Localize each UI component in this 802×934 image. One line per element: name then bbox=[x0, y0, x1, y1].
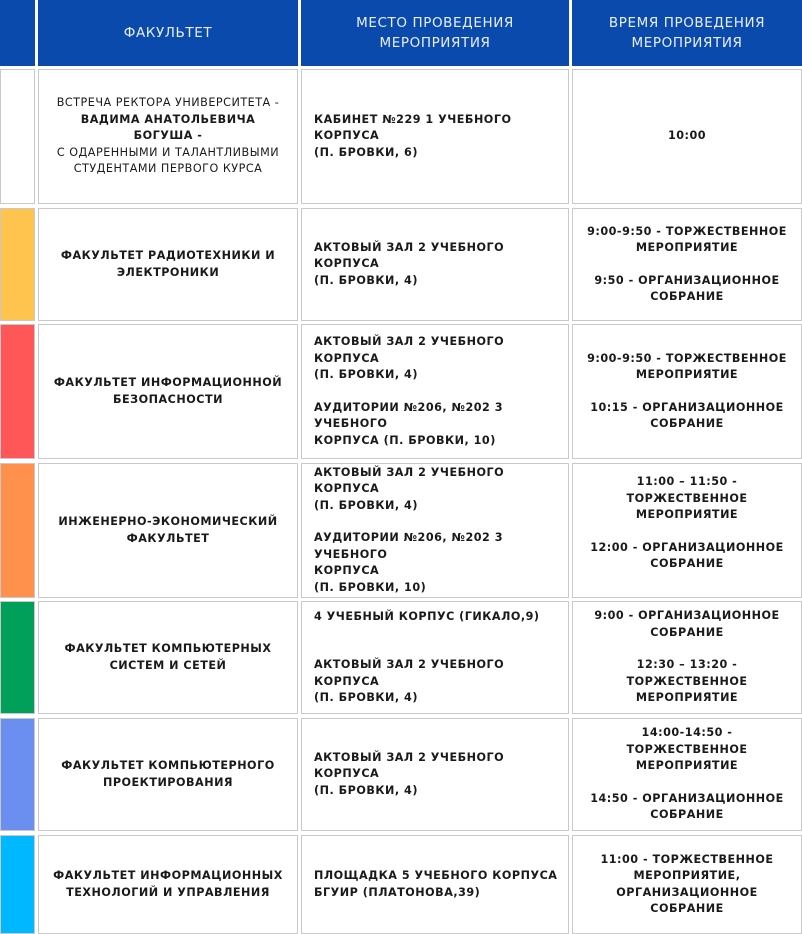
faculty-cell bbox=[38, 208, 298, 321]
place-line: (П. БРОВКИ, 4) bbox=[314, 783, 418, 797]
place-line: АУДИТОРИИ №206, №202 3 УЧЕБНОГО bbox=[314, 531, 504, 561]
faculty-line: ФАКУЛЬТЕТ ИНФОРМАЦИОННОЙ bbox=[53, 376, 283, 389]
time-line: СОБРАНИЕ bbox=[650, 808, 724, 822]
place-line: КОРПУСА bbox=[314, 564, 380, 578]
time-cell bbox=[572, 69, 802, 204]
place-line: АКТОВЫЙ ЗАЛ 2 УЧЕБНОГО КОРПУСА bbox=[314, 465, 505, 496]
header-time-line: ВРЕМЯ ПРОВЕДЕНИЯ bbox=[608, 15, 766, 31]
time-line: 10:15 - ОРГАНИЗАЦИОННОЕ bbox=[590, 400, 784, 414]
time-cell bbox=[572, 324, 802, 459]
time-line: СОБРАНИЕ bbox=[650, 557, 724, 570]
place-line: (П. БРОВКИ, 4) bbox=[314, 273, 418, 287]
faculty-line: ФАКУЛЬТЕТ ИНФОРМАЦИОННЫХ bbox=[53, 869, 283, 882]
place-line: КАБИНЕТ №229 1 УЧЕБНОГО КОРПУСА bbox=[314, 112, 512, 143]
time-cell bbox=[572, 601, 802, 714]
faculty-cell bbox=[38, 463, 298, 598]
header-stripe-cell bbox=[0, 0, 35, 66]
time-line: СОБРАНИЕ bbox=[650, 417, 724, 430]
time-line: 14:00-14:50 - ТОРЖЕСТВЕННОЕ bbox=[626, 726, 748, 756]
time-line: МЕРОПРИЯТИЕ bbox=[635, 759, 739, 773]
faculty-cell bbox=[38, 69, 298, 204]
place-cell bbox=[301, 69, 569, 204]
faculty-line: ФАКУЛЬТЕТ КОМПЬЮТЕРНОГО bbox=[61, 759, 275, 772]
header-place bbox=[301, 0, 569, 66]
header-faculty-label: ФАКУЛЬТЕТ bbox=[123, 25, 213, 41]
place-line: КОРПУСА (П. БРОВКИ, 10) bbox=[314, 433, 496, 447]
faculty-line: ФАКУЛЬТЕТ КОМПЬЮТЕРНЫХ bbox=[64, 642, 272, 655]
time-cell bbox=[572, 718, 802, 831]
time-line: 10:00 bbox=[667, 129, 707, 143]
faculty-line: ПРОЕКТИРОВАНИЯ bbox=[102, 775, 234, 789]
faculty-line: ИНЖЕНЕРНО-ЭКОНОМИЧЕСКИЙ bbox=[58, 515, 278, 528]
time-line: МЕРОПРИЯТИЕ bbox=[635, 508, 739, 521]
faculty-cell bbox=[38, 601, 298, 714]
place-cell bbox=[301, 324, 569, 459]
time-cell bbox=[572, 835, 802, 934]
row-color-stripe bbox=[0, 69, 35, 204]
place-line: БГУИР (ПЛАТОНОВА,39) bbox=[314, 885, 481, 899]
time-line: 9:00-9:50 - ТОРЖЕСТВЕННОЕ bbox=[587, 351, 787, 365]
place-cell bbox=[301, 208, 569, 321]
faculty-line: ЭЛЕКТРОНИКИ bbox=[116, 265, 220, 279]
place-cell bbox=[301, 718, 569, 831]
time-line: МЕРОПРИЯТИЕ bbox=[635, 368, 739, 381]
row-color-stripe bbox=[0, 835, 35, 934]
time-line: МЕРОПРИЯТИЕ, bbox=[633, 869, 741, 882]
faculty-line: ФАКУЛЬТЕТ РАДИОТЕХНИКИ И bbox=[60, 249, 276, 262]
header-time bbox=[572, 0, 802, 66]
place-cell bbox=[301, 463, 569, 598]
header-place-line: МЕСТО ПРОВЕДЕНИЯ bbox=[356, 15, 514, 31]
place-line: АКТОВЫЙ ЗАЛ 2 УЧЕБНОГО КОРПУСА bbox=[314, 750, 505, 781]
place-line: АКТОВЫЙ ЗАЛ 2 УЧЕБНОГО КОРПУСА bbox=[314, 658, 505, 688]
time-line: 11:00 – 11:50 - ТОРЖЕСТВЕННОЕ bbox=[626, 475, 748, 505]
place-line: ПЛОЩАДКА 5 УЧЕБНОГО КОРПУСА bbox=[314, 869, 558, 882]
faculty-line: СТУДЕНТАМИ ПЕРВОГО КУРСА bbox=[73, 162, 263, 176]
place-line: АКТОВЫЙ ЗАЛ 2 УЧЕБНОГО КОРПУСА bbox=[314, 240, 505, 271]
place-line: (П. БРОВКИ, 10) bbox=[314, 580, 427, 594]
time-cell bbox=[572, 208, 802, 321]
faculty-line: С ОДАРЕННЫМИ И ТАЛАНТЛИВЫМИ bbox=[56, 145, 280, 159]
faculty-line-bold: ВАДИМА АНАТОЛЬЕВИЧА БОГУША - bbox=[80, 112, 256, 143]
time-line: 11:00 - ТОРЖЕСТВЕННОЕ bbox=[600, 852, 774, 866]
time-line: СОБРАНИЕ bbox=[650, 290, 724, 303]
faculty-line: ТЕХНОЛОГИЙ И УПРАВЛЕНИЯ bbox=[66, 885, 270, 899]
row-color-stripe bbox=[0, 601, 35, 714]
time-line: 12:30 – 13:20 - ТОРЖЕСТВЕННОЕ bbox=[626, 658, 748, 688]
row-color-stripe bbox=[0, 463, 35, 598]
header-faculty bbox=[38, 0, 298, 66]
row-color-stripe bbox=[0, 324, 35, 459]
time-line: ОРГАНИЗАЦИОННОЕ bbox=[616, 885, 758, 899]
faculty-line: СИСТЕМ И СЕТЕЙ bbox=[109, 658, 227, 672]
time-cell bbox=[572, 463, 802, 598]
faculty-cell bbox=[38, 835, 298, 934]
place-line: (П. БРОВКИ, 4) bbox=[314, 691, 418, 704]
faculty-line: БЕЗОПАСНОСТИ bbox=[113, 392, 223, 406]
row-color-stripe bbox=[0, 208, 35, 321]
time-line: СОБРАНИЕ bbox=[650, 902, 724, 915]
time-line: 14:50 - ОРГАНИЗАЦИОННОЕ bbox=[590, 791, 784, 805]
faculty-cell bbox=[38, 324, 298, 459]
place-line: АУДИТОРИИ №206, №202 3 УЧЕБНОГО bbox=[314, 400, 504, 430]
time-line: СОБРАНИЕ bbox=[650, 625, 724, 639]
row-color-stripe bbox=[0, 718, 35, 831]
time-line: МЕРОПРИЯТИЕ bbox=[635, 241, 739, 254]
place-line: (П. БРОВКИ, 4) bbox=[314, 498, 418, 512]
faculty-line: ФАКУЛЬТЕТ bbox=[126, 531, 210, 545]
header-place-line: МЕРОПРИЯТИЯ bbox=[379, 35, 491, 51]
place-line: (П. БРОВКИ, 4) bbox=[314, 368, 418, 381]
time-line: 9:00-9:50 - ТОРЖЕСТВЕННОЕ bbox=[587, 224, 787, 238]
place-cell bbox=[301, 835, 569, 934]
time-line: 12:00 - ОРГАНИЗАЦИОННОЕ bbox=[590, 540, 784, 554]
time-line: МЕРОПРИЯТИЕ bbox=[635, 691, 739, 705]
faculty-line: ВСТРЕЧА РЕКТОРА УНИВЕРСИТЕТА - bbox=[56, 96, 280, 110]
place-line: 4 УЧЕБНЫЙ КОРПУС (ГИКАЛО,9) bbox=[314, 609, 540, 623]
time-line: 9:50 - ОРГАНИЗАЦИОННОЕ bbox=[594, 273, 780, 287]
place-cell bbox=[301, 601, 569, 714]
header-time-line: МЕРОПРИЯТИЯ bbox=[631, 35, 743, 51]
time-line: 9:00 - ОРГАНИЗАЦИОННОЕ bbox=[594, 609, 780, 623]
place-line: АКТОВЫЙ ЗАЛ 2 УЧЕБНОГО КОРПУСА bbox=[314, 335, 505, 365]
place-line: (П. БРОВКИ, 6) bbox=[314, 145, 418, 159]
faculty-cell bbox=[38, 718, 298, 831]
